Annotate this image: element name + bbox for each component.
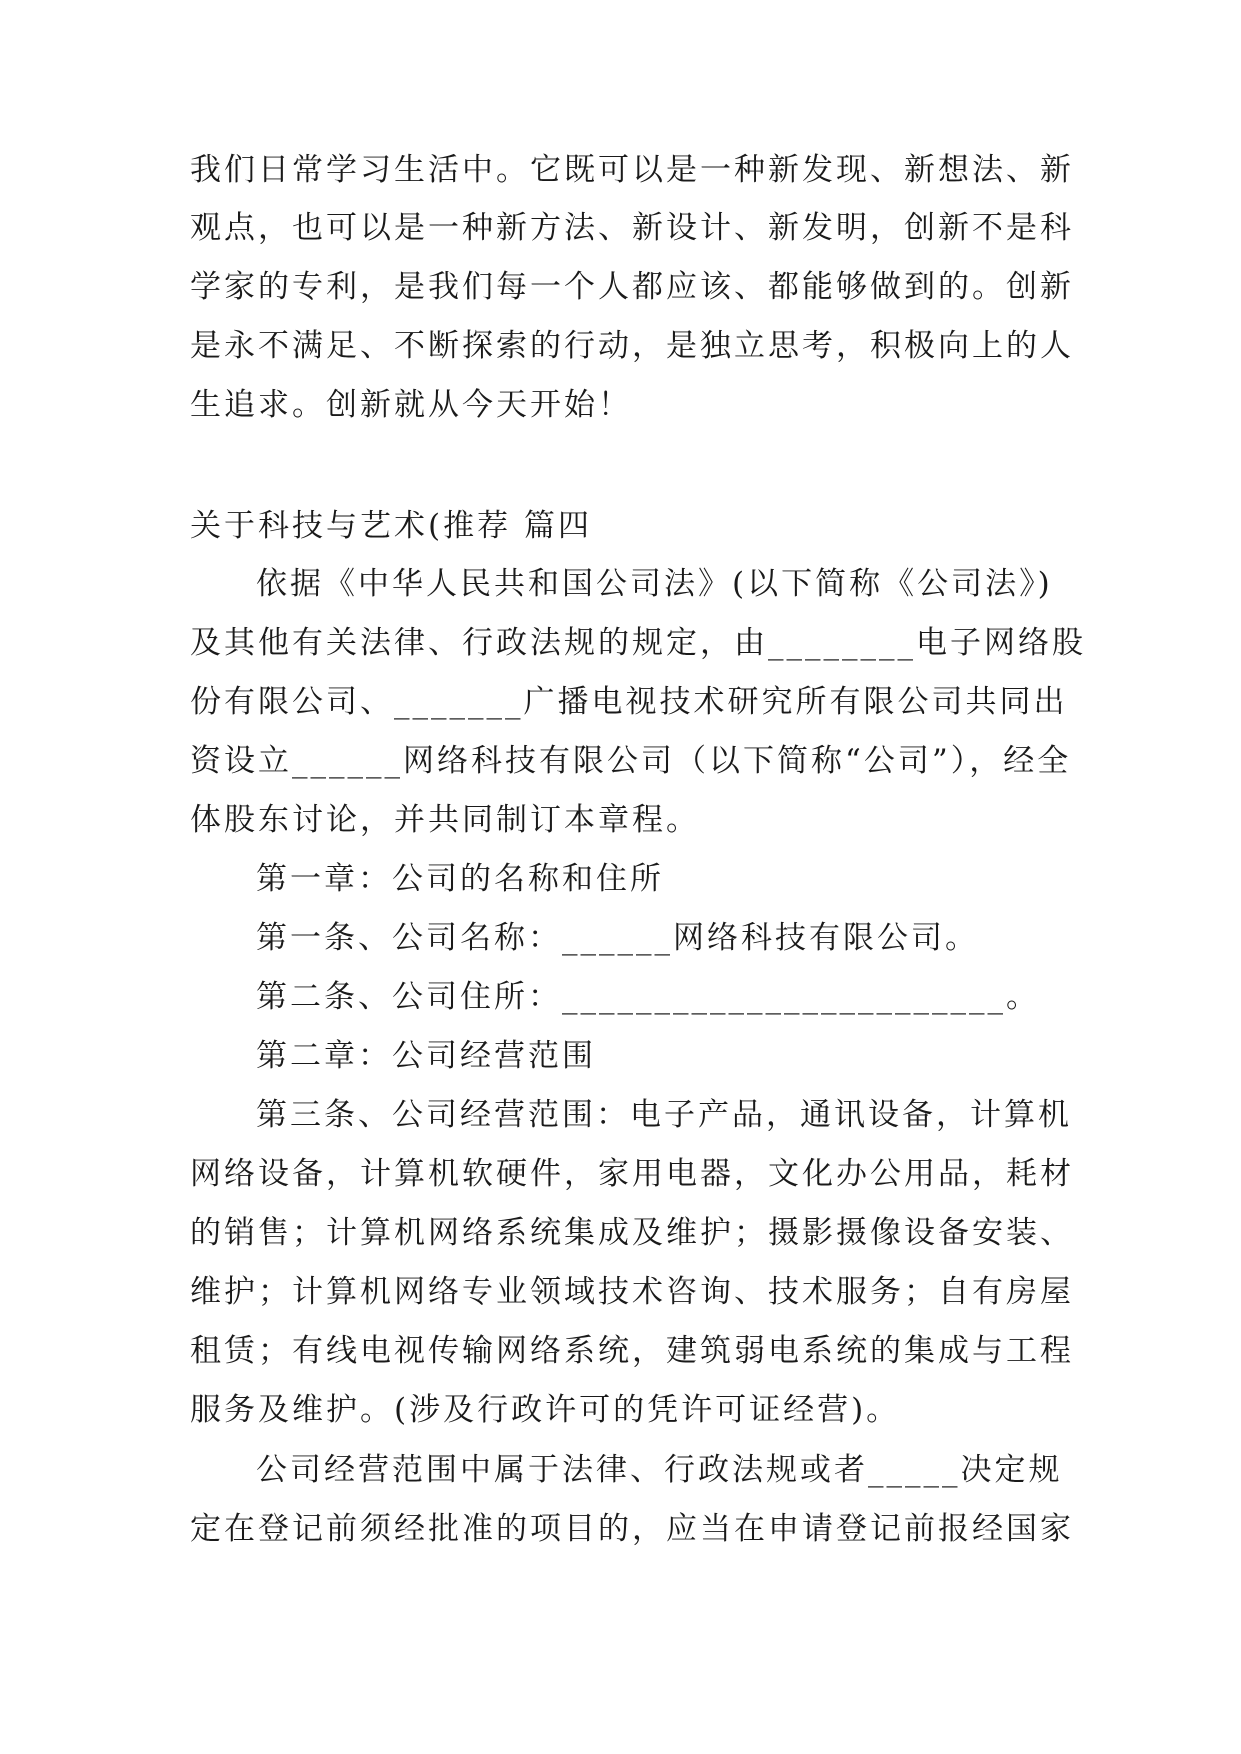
paragraph-line: 依据《中华人民共和国公司法》(以下简称《公司法》)	[256, 566, 1053, 602]
paragraph-line: 生追求。创新就从今天开始！	[190, 387, 632, 423]
paragraph-line: 公司经营范围中属于法律、行政法规或者_____决定规	[256, 1452, 1063, 1488]
article-line: 第一条、公司名称：______网络科技有限公司。	[256, 920, 979, 956]
paragraph-line: 定在登记前须经批准的项目的，应当在申请登记前报经国家	[190, 1511, 1074, 1547]
section-heading: 关于科技与艺术(推荐 篇四	[190, 508, 592, 544]
article-line: 第二条、公司住所：________________________。	[256, 979, 1040, 1015]
paragraph-line: 我们日常学习生活中。它既可以是一种新发现、新想法、新	[190, 152, 1074, 188]
paragraph-line: 服务及维护。(涉及行政许可的凭许可证经营)。	[190, 1392, 901, 1428]
chapter-heading: 第二章：公司经营范围	[256, 1038, 596, 1074]
paragraph-line: 维护；计算机网络专业领域技术咨询、技术服务；自有房屋	[190, 1274, 1074, 1310]
chapter-heading: 第一章：公司的名称和住所	[256, 861, 664, 897]
paragraph-line: 及其他有关法律、行政法规的规定，由________电子网络股	[190, 625, 1086, 661]
paragraph-line: 的销售；计算机网络系统集成及维护；摄影摄像设备安装、	[190, 1215, 1074, 1251]
paragraph-line: 租赁；有线电视传输网络系统，建筑弱电系统的集成与工程	[190, 1333, 1074, 1369]
paragraph-line: 体股东讨论，并共同制订本章程。	[190, 802, 700, 838]
paragraph-line: 份有限公司、_______广播电视技术研究所有限公司共同出	[190, 684, 1068, 720]
paragraph-line: 是永不满足、不断探索的行动，是独立思考，积极向上的人	[190, 328, 1074, 364]
paragraph-line: 学家的专利，是我们每一个人都应该、都能够做到的。创新	[190, 269, 1074, 305]
paragraph-line: 资设立______网络科技有限公司（以下简称“公司”），经全	[190, 743, 1072, 779]
article-line: 第三条、公司经营范围：电子产品，通讯设备，计算机	[256, 1097, 1072, 1133]
paragraph-line: 观点，也可以是一种新方法、新设计、新发明，创新不是科	[190, 210, 1074, 246]
paragraph-line: 网络设备，计算机软硬件，家用电器，文化办公用品，耗材	[190, 1156, 1074, 1192]
